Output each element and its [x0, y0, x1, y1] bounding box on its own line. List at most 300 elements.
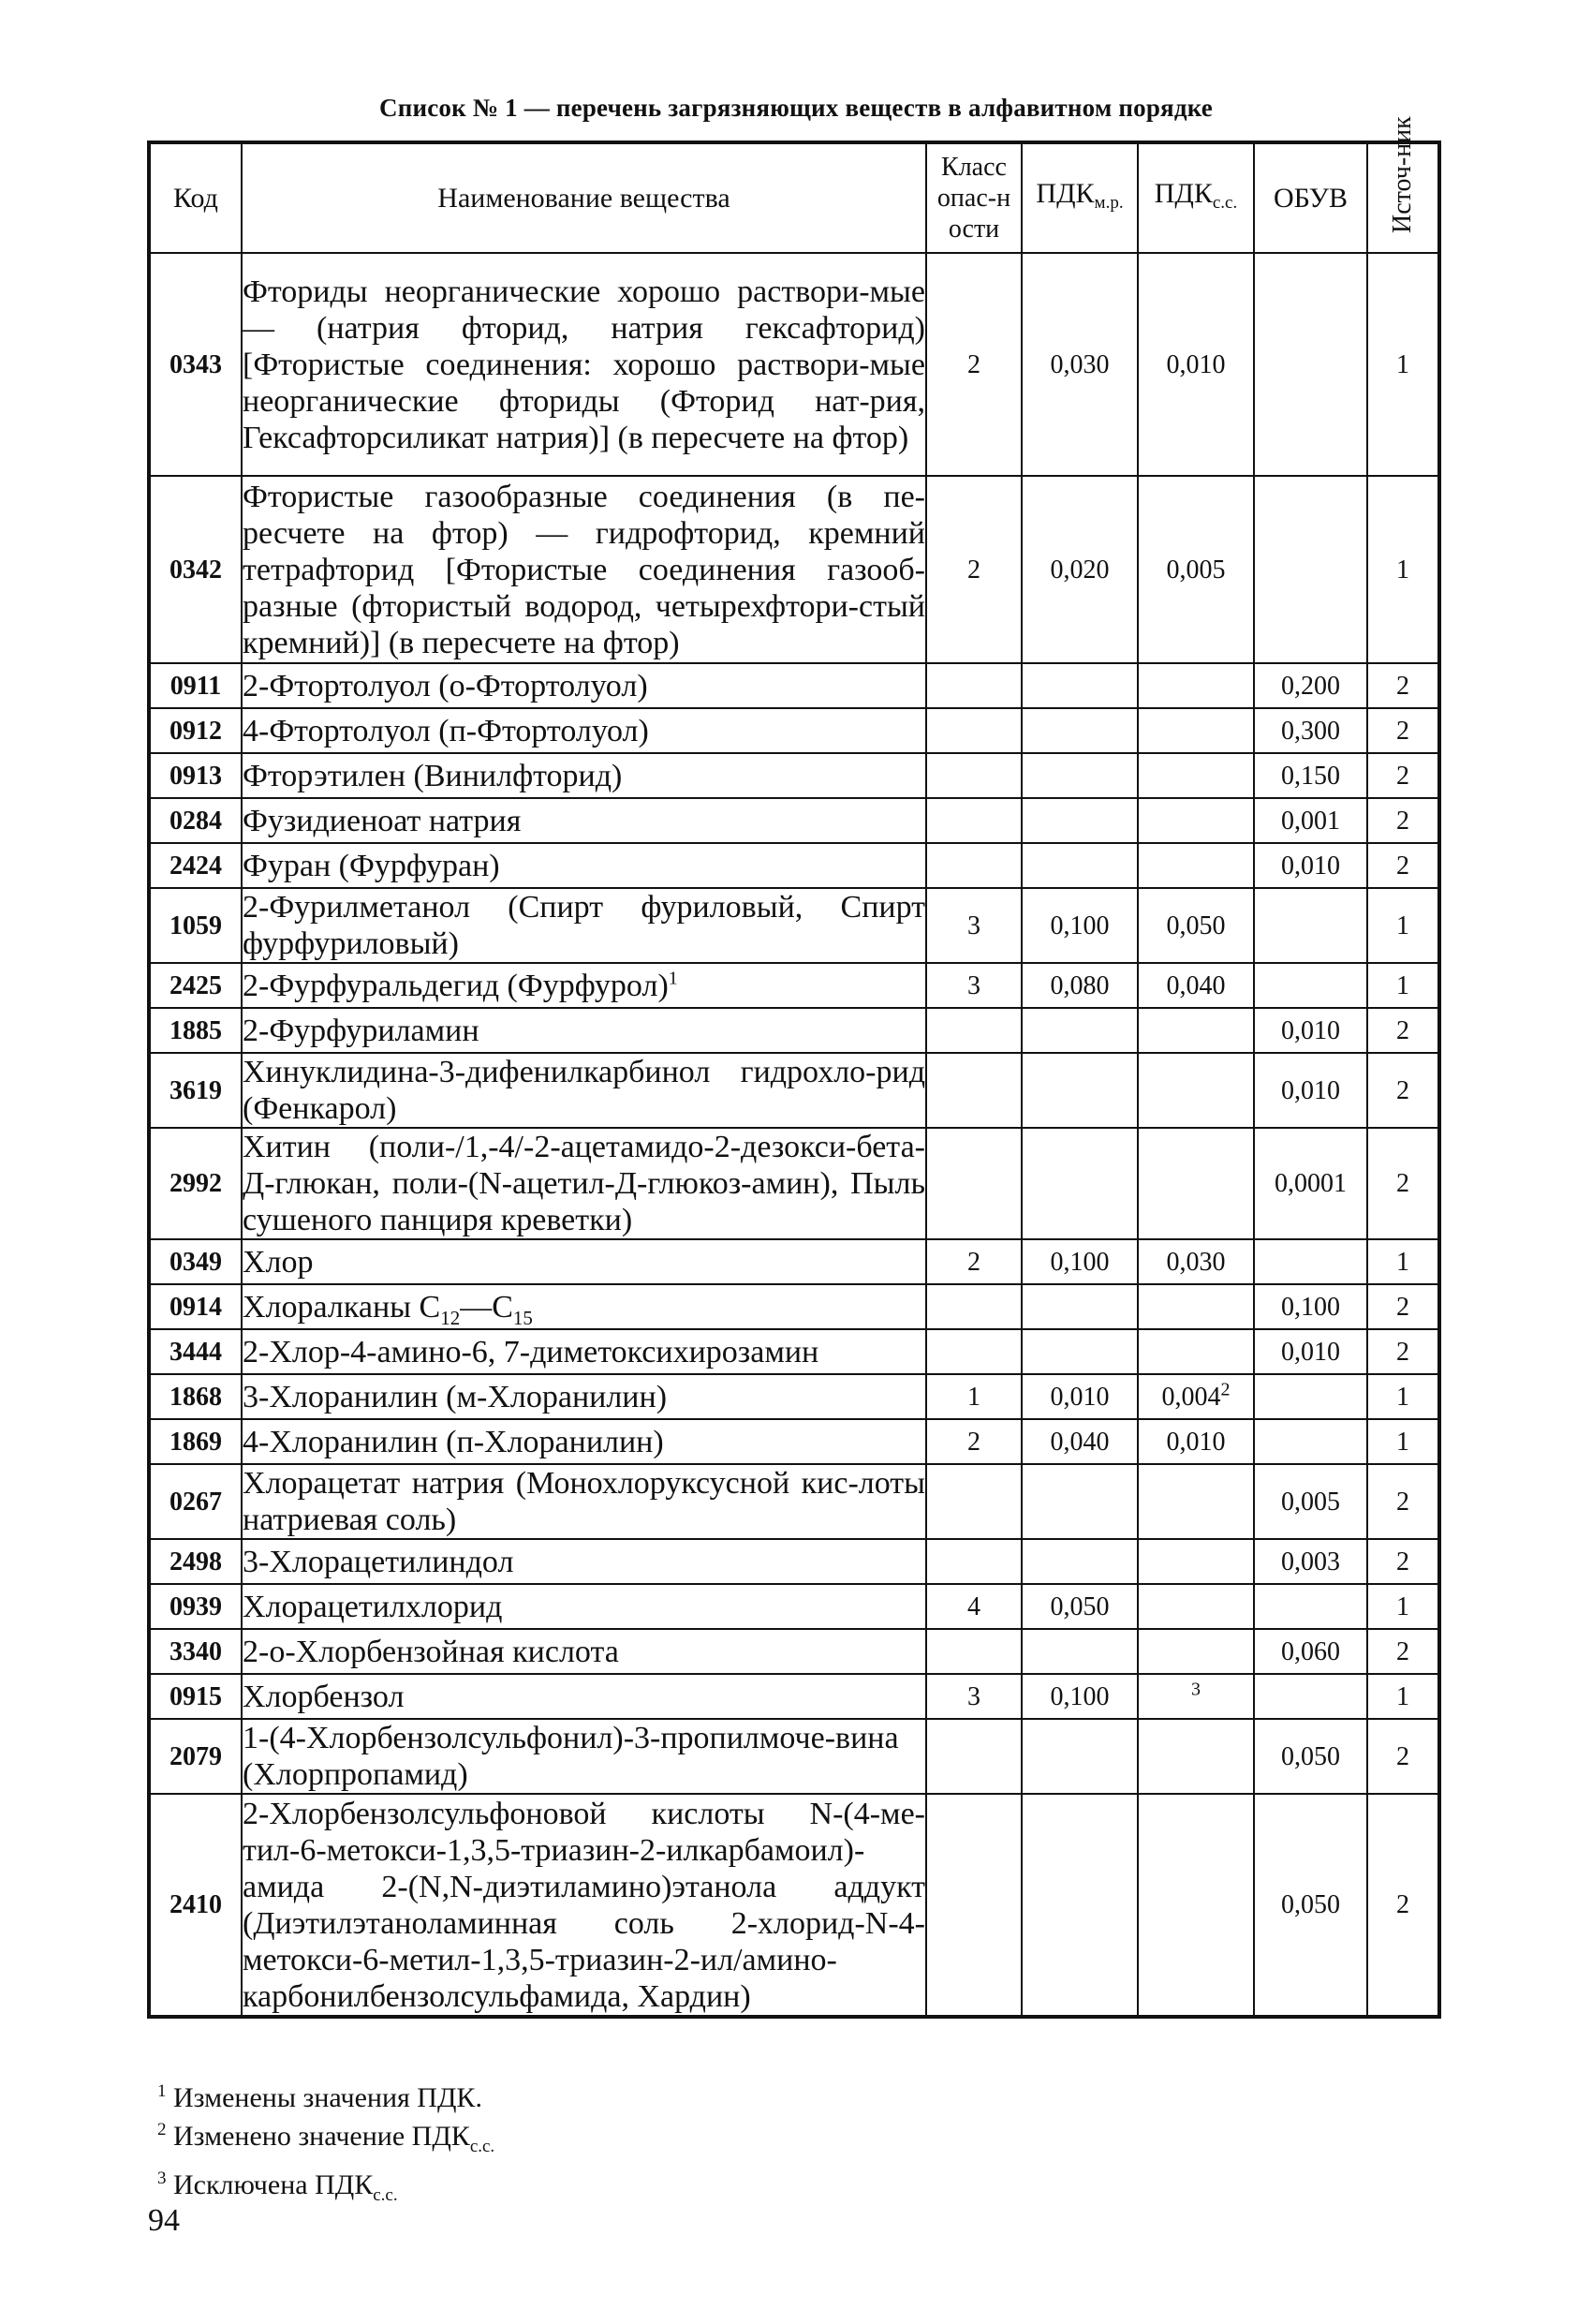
- cell-code: [149, 1719, 242, 1794]
- cell-pdk-mr: [1022, 1053, 1138, 1128]
- cell-code: [149, 253, 242, 476]
- cell-pdk-ss: [1138, 1719, 1254, 1794]
- cell-code-text: 1869: [170, 1427, 222, 1457]
- header-pdk-mr-sub: м.р.: [1094, 192, 1124, 213]
- cell-code: [149, 1674, 242, 1719]
- cell-obuv-text: 0,010: [1281, 851, 1340, 881]
- table-row: [149, 1008, 1439, 1053]
- cell-code-text: 0284: [170, 806, 222, 836]
- cell-source-text: 2: [1396, 671, 1409, 701]
- cell-source-text: 2: [1396, 1636, 1409, 1666]
- cell-obuv-text: 0,005: [1281, 1487, 1340, 1517]
- cell-pdk-mr: [1022, 476, 1138, 663]
- header-pdk-ss-label: ПДК: [1154, 177, 1213, 209]
- cell-source: [1367, 888, 1439, 963]
- cell-obuv-text: 0,001: [1281, 806, 1340, 836]
- cell-source: [1367, 1539, 1439, 1584]
- cell-name-text: 2-Фурилметанол (Спирт фуриловый, Спирт фурфуриловый): [243, 890, 925, 961]
- cell-code-text: 0349: [170, 1247, 222, 1277]
- cell-pdk-ss: [1138, 1539, 1254, 1584]
- cell-pdk-ss: [1138, 1794, 1254, 2017]
- cell-source-text: 1: [1396, 1247, 1409, 1277]
- cell-code: [149, 1374, 242, 1419]
- cell-pdk-ss-text: 0,005: [1166, 555, 1226, 585]
- cell-name-text: 2-Фурфуриламин: [243, 1013, 479, 1048]
- cell-pdk-mr-text: 0,040: [1050, 1427, 1110, 1457]
- cell-name-text: Хлоралканы $C_{12}—C_{15}$: [243, 1289, 533, 1329]
- table-row: [149, 843, 1439, 888]
- cell-name: [242, 843, 926, 888]
- cell-name-text: Фтористые газообразные соединения (в пе-ресчете на фтор) — гидрофторид, кремний тетрафторид [Фтористые соединения газооб-разные (фтористый водород, четырехфтори-стый кремний)] (в пересчете на фтор): [243, 479, 925, 660]
- cell-obuv-text: 0,200: [1281, 671, 1340, 701]
- cell-obuv: [1254, 798, 1367, 843]
- cell-pdk-mr: [1022, 843, 1138, 888]
- cell-name-text: Фториды неорганические хорошо раствори-мые — (натрия фторид, натрия гексафторид) [Фтористые соединения: хорошо раствори-мые неорганические фториды (Фторид нат-рия, Гексафторсиликат натрия)] (в пересчете на фтор): [243, 274, 925, 455]
- cell-pdk-ss: [1138, 253, 1254, 476]
- cell-name-footnote-ref: 1: [668, 968, 678, 989]
- table-row: [149, 1674, 1439, 1719]
- cell-hazard-text: 3: [967, 910, 980, 940]
- header-pdk-mr-label: ПДК: [1036, 177, 1095, 209]
- header-hazard-label: Класс опас-ности: [936, 153, 1011, 244]
- cell-code-text: 2424: [170, 851, 222, 881]
- cell-obuv: [1254, 1464, 1367, 1539]
- cell-obuv: [1254, 1374, 1367, 1419]
- table-row: [149, 253, 1439, 476]
- cell-obuv: [1254, 1128, 1367, 1239]
- cell-source-text: 1: [1396, 349, 1409, 379]
- cell-hazard: [926, 1008, 1022, 1053]
- cell-code: [149, 1794, 242, 2017]
- cell-source-text: 2: [1396, 1169, 1409, 1198]
- footnote-mark: 3: [157, 2169, 167, 2188]
- cell-obuv-text: 0,010: [1281, 1337, 1340, 1367]
- cell-pdk-mr: [1022, 1008, 1138, 1053]
- cell-code-text: 2498: [170, 1547, 222, 1576]
- header-source-label: Источ-ник: [1388, 115, 1417, 233]
- cell-source: [1367, 963, 1439, 1008]
- cell-hazard-text: 2: [967, 1247, 980, 1277]
- cell-pdk-mr-text: 0,100: [1050, 1681, 1110, 1711]
- cell-pdk-mr: [1022, 1128, 1138, 1239]
- cell-source: [1367, 1008, 1439, 1053]
- cell-name-text: Хлор: [243, 1244, 314, 1280]
- cell-source: [1367, 1329, 1439, 1374]
- cell-pdk-ss: [1138, 1419, 1254, 1464]
- cell-obuv: [1254, 963, 1367, 1008]
- table-row: [149, 476, 1439, 663]
- cell-code: [149, 1008, 242, 1053]
- cell-code-text: 1885: [170, 1015, 222, 1045]
- cell-source-text: 2: [1396, 1741, 1409, 1771]
- cell-obuv: [1254, 1629, 1367, 1674]
- cell-hazard: [926, 663, 1022, 708]
- cell-code-text: 3444: [170, 1337, 222, 1367]
- cell-code-text: 2992: [170, 1169, 222, 1198]
- cell-pdk-mr: [1022, 1419, 1138, 1464]
- cell-code: [149, 798, 242, 843]
- cell-pdk-ss: [1138, 888, 1254, 963]
- cell-code: [149, 1128, 242, 1239]
- cell-code: [149, 663, 242, 708]
- cell-code: [149, 1419, 242, 1464]
- cell-pdk-mr: [1022, 1719, 1138, 1794]
- cell-code: [149, 1053, 242, 1128]
- cell-name: [242, 1008, 926, 1053]
- table-row: [149, 1794, 1439, 2017]
- cell-hazard: [926, 1419, 1022, 1464]
- cell-pdk-mr-text: 0,030: [1050, 349, 1110, 379]
- cell-code-text: 0342: [170, 555, 222, 585]
- cell-obuv-text: 0,050: [1281, 1741, 1340, 1771]
- cell-source-text: 2: [1396, 1547, 1409, 1576]
- cell-pdk-mr: [1022, 1794, 1138, 2017]
- cell-pdk-ss: [1138, 476, 1254, 663]
- cell-hazard: [926, 843, 1022, 888]
- cell-source-text: 2: [1396, 806, 1409, 836]
- table-row: [149, 708, 1439, 753]
- cell-pdk-ss: [1138, 798, 1254, 843]
- cell-name-text: Фуран (Фурфуран): [243, 848, 500, 883]
- cell-pdk-mr: [1022, 963, 1138, 1008]
- header-obuv: ОБУВ: [1254, 142, 1367, 253]
- cell-name-text: 1-(4-Хлорбензолсульфонил)-3-пропилмоче-вина (Хлорпропамид): [243, 1721, 899, 1792]
- cell-pdk-ss-text: 0,010: [1166, 349, 1226, 379]
- cell-obuv-text: 0,300: [1281, 716, 1340, 746]
- cell-obuv: [1254, 1329, 1367, 1374]
- cell-hazard: [926, 253, 1022, 476]
- cell-pdk-mr: [1022, 1284, 1138, 1329]
- cell-name: [242, 888, 926, 963]
- cell-source-text: 1: [1396, 555, 1409, 585]
- cell-pdk-ss-text: 0,050: [1166, 910, 1226, 940]
- table-row: [149, 1329, 1439, 1374]
- cell-name-text: 2-Фтортолуол (о-Фтортолуол): [243, 668, 648, 703]
- footnote-sub: с.с.: [373, 2185, 398, 2205]
- cell-code: [149, 1539, 242, 1584]
- cell-source: [1367, 1629, 1439, 1674]
- cell-hazard: [926, 708, 1022, 753]
- cell-pdk-mr: [1022, 708, 1138, 753]
- cell-source-text: 1: [1396, 910, 1409, 940]
- table-row: [149, 1053, 1439, 1128]
- cell-code-text: 3619: [170, 1075, 222, 1105]
- cell-source: [1367, 1794, 1439, 2017]
- cell-pdk-ss: [1138, 1239, 1254, 1284]
- cell-code: [149, 1584, 242, 1629]
- cell-code: [149, 476, 242, 663]
- cell-source-text: 2: [1396, 761, 1409, 791]
- cell-code-text: 2410: [170, 1890, 222, 1919]
- table-body: [149, 253, 1439, 2017]
- cell-obuv: [1254, 1674, 1367, 1719]
- cell-code-text: 0915: [170, 1681, 222, 1711]
- cell-source: [1367, 843, 1439, 888]
- cell-source: [1367, 1053, 1439, 1128]
- cell-pdk-mr-text: 0,100: [1050, 1247, 1110, 1277]
- table-row: [149, 963, 1439, 1008]
- cell-code-text: 3340: [170, 1636, 222, 1666]
- cell-pdk-mr-text: 0,080: [1050, 970, 1110, 1000]
- cell-name: [242, 1464, 926, 1539]
- cell-hazard: [926, 1374, 1022, 1419]
- cell-pdk-ss: [1138, 963, 1254, 1008]
- cell-pdk-mr: [1022, 253, 1138, 476]
- cell-obuv: [1254, 1584, 1367, 1629]
- cell-obuv: [1254, 1719, 1367, 1794]
- cell-code-text: 0914: [170, 1292, 222, 1322]
- cell-pdk-ss: [1138, 1008, 1254, 1053]
- cell-pdk-mr: [1022, 1464, 1138, 1539]
- cell-name: [242, 1674, 926, 1719]
- cell-hazard: [926, 963, 1022, 1008]
- footnote-mark: 1: [157, 2081, 167, 2101]
- cell-pdk-ss-footnote-ref: 2: [1220, 1379, 1231, 1400]
- cell-name-text: 3-Хлорацетилиндол: [243, 1544, 514, 1579]
- cell-name-text: Хитин (поли-/1,-4/-2-ацетамидо-2-дезокси-бета-Д-глюкан, поли-(N-ацетил-Д-глюкоз-амин), Пыль сушеного панциря креветки): [243, 1130, 925, 1237]
- cell-obuv: [1254, 1794, 1367, 2017]
- cell-source: [1367, 663, 1439, 708]
- cell-source: [1367, 1584, 1439, 1629]
- cell-name: [242, 1284, 926, 1329]
- cell-pdk-ss-footnote-ref: 3: [1191, 1679, 1201, 1700]
- cell-obuv: [1254, 1239, 1367, 1284]
- cell-pdk-ss: [1138, 1284, 1254, 1329]
- cell-name: [242, 798, 926, 843]
- cell-pdk-ss: [1138, 753, 1254, 798]
- table-row: [149, 1629, 1439, 1674]
- cell-name: [242, 1794, 926, 2017]
- cell-hazard-text: 2: [967, 555, 980, 585]
- cell-hazard: [926, 1128, 1022, 1239]
- cell-pdk-mr: [1022, 1329, 1138, 1374]
- cell-code: [149, 1329, 242, 1374]
- cell-name-text: 2-Хлорбензолсульфоновой кислоты N-(4-ме-тил-6-метокси-1,3,5-триазин-2-илкарбамоил)-амида 2-(N,N-диэтиламино)этанола аддукт (Диэтилэтаноламинная соль 2-хлорид-N-4-метокси-6-метил-1,3,5-триазин-2-ил/амино-карбонилбензолсульфамида, Хардин): [243, 1796, 925, 2014]
- cell-code-text: 0913: [170, 761, 222, 791]
- header-pdk-ss: [1138, 142, 1254, 253]
- cell-name-text: Хлорбензол: [243, 1679, 405, 1714]
- cell-source-text: 2: [1396, 1015, 1409, 1045]
- cell-obuv-text: 0,010: [1281, 1075, 1340, 1105]
- page-number: 94: [148, 2203, 180, 2238]
- cell-pdk-mr-text: 0,010: [1050, 1382, 1110, 1412]
- cell-pdk-ss: [1138, 1584, 1254, 1629]
- header-name: Наименование вещества: [242, 142, 926, 253]
- cell-pdk-mr: [1022, 888, 1138, 963]
- cell-code-text: 0267: [170, 1487, 222, 1517]
- cell-hazard: [926, 798, 1022, 843]
- cell-source-text: 1: [1396, 1382, 1409, 1412]
- cell-pdk-ss: [1138, 1629, 1254, 1674]
- cell-hazard-text: 3: [967, 1681, 980, 1711]
- cell-code: [149, 1239, 242, 1284]
- cell-obuv: [1254, 753, 1367, 798]
- cell-name-text: 3-Хлоранилин (м-Хлоранилин): [243, 1379, 668, 1414]
- cell-code: [149, 1629, 242, 1674]
- substances-table: [147, 115, 1441, 2019]
- cell-name-text: Хлорацетат натрия (Монохлоруксусной кис-лоты натриевая соль): [243, 1466, 925, 1537]
- table-row: [149, 1539, 1439, 1584]
- cell-pdk-ss: [1138, 663, 1254, 708]
- cell-hazard-text: 2: [967, 1427, 980, 1457]
- cell-source-text: 1: [1396, 1591, 1409, 1621]
- footnote-sub: с.с.: [469, 2137, 495, 2156]
- cell-name: [242, 1239, 926, 1284]
- cell-source-text: 1: [1396, 970, 1409, 1000]
- cell-pdk-mr: [1022, 1539, 1138, 1584]
- cell-source: [1367, 1239, 1439, 1284]
- cell-pdk-mr-text: 0,100: [1050, 910, 1110, 940]
- cell-name: [242, 1539, 926, 1584]
- cell-source-text: 2: [1396, 716, 1409, 746]
- cell-source-text: 2: [1396, 1890, 1409, 1919]
- footnote-2: [157, 2114, 494, 2163]
- cell-hazard: [926, 1719, 1022, 1794]
- header-pdk-ss-sub: с.с.: [1212, 192, 1238, 213]
- cell-name: [242, 663, 926, 708]
- cell-name: [242, 253, 926, 476]
- cell-pdk-ss-text: 0,030: [1166, 1247, 1226, 1277]
- cell-obuv: [1254, 843, 1367, 888]
- cell-source: [1367, 798, 1439, 843]
- table-row: [149, 1239, 1439, 1284]
- table-row: [149, 1374, 1439, 1419]
- cell-pdk-ss: [1138, 1128, 1254, 1239]
- cell-hazard: [926, 753, 1022, 798]
- cell-hazard: [926, 1794, 1022, 2017]
- cell-obuv: [1254, 1539, 1367, 1584]
- cell-hazard: [926, 888, 1022, 963]
- footnote-mark: 2: [157, 2120, 167, 2139]
- cell-source: [1367, 1284, 1439, 1329]
- cell-code: [149, 963, 242, 1008]
- cell-code-text: 2425: [170, 970, 222, 1000]
- cell-hazard: [926, 1584, 1022, 1629]
- cell-name: [242, 1629, 926, 1674]
- cell-name-text: Хинуклидина-3-дифенилкарбинол гидрохло-рид (Фенкарол): [243, 1055, 925, 1126]
- cell-source: [1367, 1419, 1439, 1464]
- cell-name: [242, 753, 926, 798]
- footnote-text: Изменены значения ПДК.: [173, 2082, 482, 2113]
- cell-pdk-ss: [1138, 1053, 1254, 1128]
- cell-name-text: Хлорацетилхлорид: [243, 1589, 503, 1624]
- cell-code: [149, 843, 242, 888]
- cell-pdk-ss: [1138, 708, 1254, 753]
- cell-source: [1367, 1674, 1439, 1719]
- table-row: [149, 1584, 1439, 1629]
- cell-pdk-ss: [1138, 1329, 1254, 1374]
- cell-pdk-ss-text: 0,040: [1166, 970, 1226, 1000]
- cell-pdk-mr: [1022, 1674, 1138, 1719]
- cell-name-text: 2-о-Хлорбензойная кислота: [243, 1634, 619, 1669]
- cell-hazard-text: 1: [967, 1382, 980, 1412]
- header-pdk-mr: [1022, 142, 1138, 253]
- cell-code-text: 1059: [170, 910, 222, 940]
- cell-pdk-ss: [1138, 1374, 1254, 1419]
- cell-pdk-mr-text: 0,020: [1050, 555, 1110, 585]
- cell-code: [149, 888, 242, 963]
- cell-pdk-mr-text: 0,050: [1050, 1591, 1110, 1621]
- cell-source-text: 2: [1396, 1337, 1409, 1367]
- cell-obuv: [1254, 888, 1367, 963]
- cell-hazard: [926, 1539, 1022, 1584]
- cell-pdk-mr: [1022, 798, 1138, 843]
- cell-hazard: [926, 1239, 1022, 1284]
- cell-pdk-ss-text: 0,004: [1161, 1382, 1221, 1412]
- cell-obuv-text: 0,100: [1281, 1292, 1340, 1322]
- cell-source: [1367, 1719, 1439, 1794]
- cell-code: [149, 1464, 242, 1539]
- table-row: [149, 888, 1439, 963]
- cell-source: [1367, 1464, 1439, 1539]
- cell-source: [1367, 253, 1439, 476]
- cell-pdk-mr: [1022, 663, 1138, 708]
- cell-hazard: [926, 1674, 1022, 1719]
- table-row: [149, 1128, 1439, 1239]
- cell-name: [242, 1719, 926, 1794]
- cell-source-text: 2: [1396, 851, 1409, 881]
- cell-obuv: [1254, 476, 1367, 663]
- table-row: [149, 1419, 1439, 1464]
- cell-name: [242, 963, 926, 1008]
- cell-hazard: [926, 1284, 1022, 1329]
- cell-source-text: 1: [1396, 1427, 1409, 1457]
- header-code: Код: [149, 142, 242, 253]
- cell-name: [242, 1419, 926, 1464]
- table-row: [149, 798, 1439, 843]
- cell-obuv-text: 0,0001: [1275, 1169, 1347, 1198]
- header-source: [1367, 115, 1439, 253]
- cell-hazard: [926, 1629, 1022, 1674]
- cell-obuv: [1254, 253, 1367, 476]
- cell-source: [1367, 708, 1439, 753]
- footnote-text: Исключена ПДК: [173, 2169, 374, 2200]
- cell-code-text: 1868: [170, 1382, 222, 1412]
- page-title: Список № 1 — перечень загрязняющих веществ в алфавитном порядке: [379, 94, 1213, 122]
- cell-name-text: 4-Хлоранилин (п-Хлоранилин): [243, 1424, 664, 1459]
- cell-name-text: 4-Фтортолуол (п-Фтортолуол): [243, 713, 649, 748]
- footnotes: [157, 2076, 494, 2212]
- cell-obuv: [1254, 663, 1367, 708]
- cell-name-text: Фузидиеноат натрия: [243, 803, 522, 838]
- cell-name-text: 2-Фурфуральдегид (Фурфурол): [243, 968, 669, 1003]
- cell-hazard-text: 2: [967, 349, 980, 379]
- cell-source: [1367, 753, 1439, 798]
- cell-name: [242, 1584, 926, 1629]
- table-row: [149, 1719, 1439, 1794]
- cell-hazard-text: 3: [967, 970, 980, 1000]
- cell-obuv-text: 0,060: [1281, 1636, 1340, 1666]
- cell-code-text: 0343: [170, 349, 222, 379]
- cell-code-text: 0911: [170, 671, 222, 701]
- cell-pdk-ss: [1138, 1464, 1254, 1539]
- cell-code: [149, 1284, 242, 1329]
- cell-obuv: [1254, 1008, 1367, 1053]
- header-row: [149, 142, 1439, 253]
- cell-name: [242, 476, 926, 663]
- cell-obuv: [1254, 1053, 1367, 1128]
- cell-hazard-text: 4: [967, 1591, 980, 1621]
- cell-obuv: [1254, 1419, 1367, 1464]
- cell-source: [1367, 1374, 1439, 1419]
- cell-obuv: [1254, 1284, 1367, 1329]
- cell-name: [242, 1128, 926, 1239]
- cell-code-text: 2079: [170, 1741, 222, 1771]
- cell-pdk-mr: [1022, 1629, 1138, 1674]
- cell-pdk-ss: [1138, 843, 1254, 888]
- cell-source-text: 2: [1396, 1292, 1409, 1322]
- cell-code: [149, 708, 242, 753]
